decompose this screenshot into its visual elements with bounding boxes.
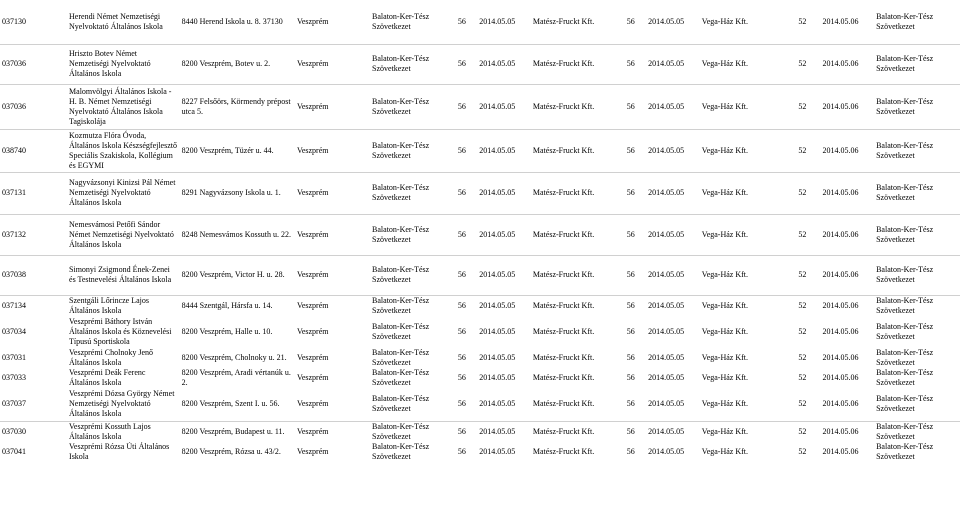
company-1-cell: Matész-Fruckt Kft. bbox=[532, 447, 595, 456]
date-3-cell: 2014.05.06 bbox=[822, 301, 859, 311]
school-name-cell: Kozmutza Flóra Óvoda, Általános Iskola Készségfejlesztő Speciális Szakiskola, Kollégium és EGYMI bbox=[69, 130, 177, 170]
school-name-cell: Veszprémi Deák Ferenc Általános Iskola bbox=[69, 368, 146, 387]
address-cell: 8200 Veszprém, Rózsa u. 43/2. bbox=[181, 447, 281, 456]
school-name-cell: Szentgáli Lőrincze Lajos Általános Iskola bbox=[69, 296, 149, 316]
qty-1-cell: 56 bbox=[457, 447, 466, 456]
cooperative-cell: Balaton-Ker-Tész Szövetkezet bbox=[372, 442, 430, 461]
cooperative-2-cell: Balaton-Ker-Tész Szövetkezet bbox=[876, 224, 934, 244]
cooperative-2-cell: Balaton-Ker-Tész Szövetkezet bbox=[876, 54, 934, 73]
table-row bbox=[0, 368, 960, 388]
cooperative-cell: Balaton-Ker-Tész Szövetkezet bbox=[372, 265, 430, 284]
date-2-cell: 2014.05.05 bbox=[648, 59, 685, 68]
qty-1-cell: 56 bbox=[457, 59, 466, 68]
school-name-cell: Veszprémi Kossuth Lajos Általános Iskola bbox=[69, 421, 151, 441]
date-2-cell: 2014.05.05 bbox=[648, 229, 685, 239]
om-id-cell: 037033 bbox=[2, 373, 26, 382]
qty-1-cell: 56 bbox=[457, 145, 466, 155]
date-1-cell: 2014.05.05 bbox=[479, 426, 516, 436]
date-1-cell: 2014.05.05 bbox=[479, 301, 516, 311]
qty-1-cell: 56 bbox=[457, 301, 466, 311]
city-cell: Veszprém bbox=[296, 16, 329, 26]
date-2-cell: 2014.05.05 bbox=[648, 399, 685, 409]
table-row bbox=[0, 172, 960, 214]
date-2-cell: 2014.05.05 bbox=[648, 16, 685, 26]
qty-1-cell: 56 bbox=[457, 270, 466, 279]
company-1-cell: Matész-Fruckt Kft. bbox=[532, 399, 595, 409]
company-1-cell: Matész-Fruckt Kft. bbox=[532, 188, 595, 197]
qty-3-cell: 52 bbox=[798, 145, 807, 155]
qty-3-cell: 52 bbox=[798, 188, 807, 197]
cooperative-2-cell: Balaton-Ker-Tész Szövetkezet bbox=[876, 140, 934, 160]
qty-1-cell: 56 bbox=[457, 188, 466, 197]
om-id-cell: 037130 bbox=[2, 16, 26, 26]
cooperative-2-cell: Balaton-Ker-Tész Szövetkezet bbox=[876, 347, 934, 367]
company-2-cell: Vega-Ház Kft. bbox=[701, 399, 748, 409]
school-name-cell: Nagyvázsonyi Kinizsi Pál Német Nemzetiségi Nyelvoktató Általános Iskola bbox=[69, 178, 176, 207]
cooperative-2-cell: Balaton-Ker-Tész Szövetkezet bbox=[876, 96, 934, 116]
date-3-cell: 2014.05.06 bbox=[822, 145, 859, 155]
company-1-cell: Matész-Fruckt Kft. bbox=[532, 327, 595, 336]
qty-2-cell: 56 bbox=[626, 59, 635, 68]
date-3-cell: 2014.05.06 bbox=[822, 327, 859, 336]
date-2-cell: 2014.05.05 bbox=[648, 101, 685, 111]
om-id-cell: 037034 bbox=[2, 327, 26, 336]
qty-2-cell: 56 bbox=[626, 145, 635, 155]
qty-2-cell: 56 bbox=[626, 327, 635, 336]
date-2-cell: 2014.05.05 bbox=[648, 426, 685, 436]
company-2-cell: Vega-Ház Kft. bbox=[701, 327, 748, 336]
address-cell: 8200 Veszprém, Tüzér u. 44. bbox=[181, 145, 274, 155]
date-3-cell: 2014.05.06 bbox=[822, 352, 859, 362]
table-row bbox=[0, 129, 960, 172]
cooperative-2-cell: Balaton-Ker-Tész Szövetkezet bbox=[876, 183, 934, 202]
date-3-cell: 2014.05.06 bbox=[822, 426, 859, 436]
qty-1-cell: 56 bbox=[457, 399, 466, 409]
qty-3-cell: 52 bbox=[798, 270, 807, 279]
company-2-cell: Vega-Ház Kft. bbox=[701, 426, 748, 436]
qty-3-cell: 52 bbox=[798, 16, 807, 26]
om-id-cell: 037134 bbox=[2, 301, 26, 311]
city-cell: Veszprém bbox=[296, 229, 329, 239]
qty-2-cell: 56 bbox=[626, 270, 635, 279]
school-name-cell: Hriszto Botev Német Nemzetiségi Nyelvoktató Általános Iskola bbox=[69, 49, 151, 78]
city-cell: Veszprém bbox=[296, 399, 329, 409]
company-2-cell: Vega-Ház Kft. bbox=[701, 301, 748, 311]
cooperative-cell: Balaton-Ker-Tész Szövetkezet bbox=[372, 96, 430, 116]
date-1-cell: 2014.05.05 bbox=[479, 101, 516, 111]
school-name-cell: Simonyi Zsigmond Ének-Zenei és Testnevelési Általános Iskola bbox=[69, 265, 172, 284]
table-row bbox=[0, 442, 960, 462]
address-cell: 8440 Herend Iskola u. 8. 37130 bbox=[181, 16, 283, 26]
cooperative-cell: Balaton-Ker-Tész Szövetkezet bbox=[372, 11, 430, 31]
company-1-cell: Matész-Fruckt Kft. bbox=[532, 426, 595, 436]
cooperative-cell: Balaton-Ker-Tész Szövetkezet bbox=[372, 140, 430, 160]
qty-3-cell: 52 bbox=[798, 426, 807, 436]
address-cell: 8200 Veszprém, Victor H. u. 28. bbox=[181, 270, 285, 279]
date-2-cell: 2014.05.05 bbox=[648, 327, 685, 336]
date-2-cell: 2014.05.05 bbox=[648, 352, 685, 362]
school-name-cell: Veszprémi Dózsa György Német Nemzetiségi Nyelvoktató Általános Iskola bbox=[69, 389, 175, 419]
qty-1-cell: 56 bbox=[457, 426, 466, 436]
om-id-cell: 038740 bbox=[2, 145, 26, 155]
date-2-cell: 2014.05.05 bbox=[648, 447, 685, 456]
cooperative-cell: Balaton-Ker-Tész Szövetkezet bbox=[372, 224, 430, 244]
qty-2-cell: 56 bbox=[626, 399, 635, 409]
company-1-cell: Matész-Fruckt Kft. bbox=[532, 229, 595, 239]
table-row bbox=[0, 317, 960, 347]
date-3-cell: 2014.05.06 bbox=[822, 373, 859, 382]
date-1-cell: 2014.05.05 bbox=[479, 373, 516, 382]
om-id-cell: 037036 bbox=[2, 101, 26, 111]
qty-3-cell: 52 bbox=[798, 101, 807, 111]
company-2-cell: Vega-Ház Kft. bbox=[701, 16, 748, 26]
date-2-cell: 2014.05.05 bbox=[648, 301, 685, 311]
date-3-cell: 2014.05.06 bbox=[822, 447, 859, 456]
address-cell: 8227 Felsőörs, Körmendy prépost utca 5. bbox=[181, 96, 291, 116]
address-cell: 8444 Szentgál, Hársfa u. 14. bbox=[181, 301, 273, 311]
table-row bbox=[0, 388, 960, 421]
city-cell: Veszprém bbox=[296, 188, 329, 197]
company-2-cell: Vega-Ház Kft. bbox=[701, 447, 748, 456]
cooperative-cell: Balaton-Ker-Tész Szövetkezet bbox=[372, 421, 430, 441]
date-2-cell: 2014.05.05 bbox=[648, 145, 685, 155]
qty-3-cell: 52 bbox=[798, 447, 807, 456]
date-2-cell: 2014.05.05 bbox=[648, 373, 685, 382]
school-name-cell: Malomvölgyi Általános Iskola - H. B. Német Nemzetiségi Nyelvoktató Általános Iskola Tagiskolája bbox=[69, 86, 172, 126]
qty-2-cell: 56 bbox=[626, 188, 635, 197]
qty-3-cell: 52 bbox=[798, 301, 807, 311]
company-1-cell: Matész-Fruckt Kft. bbox=[532, 16, 595, 26]
company-2-cell: Vega-Ház Kft. bbox=[701, 229, 748, 239]
qty-2-cell: 56 bbox=[626, 301, 635, 311]
company-1-cell: Matész-Fruckt Kft. bbox=[532, 373, 595, 382]
date-1-cell: 2014.05.05 bbox=[479, 270, 516, 279]
school-name-cell: Veszprémi Cholnoky Jenő Általános Iskola bbox=[69, 347, 154, 367]
qty-1-cell: 56 bbox=[457, 101, 466, 111]
city-cell: Veszprém bbox=[296, 426, 329, 436]
date-3-cell: 2014.05.06 bbox=[822, 270, 859, 279]
qty-2-cell: 56 bbox=[626, 101, 635, 111]
qty-2-cell: 56 bbox=[626, 447, 635, 456]
date-2-cell: 2014.05.05 bbox=[648, 188, 685, 197]
cooperative-cell: Balaton-Ker-Tész Szövetkezet bbox=[372, 54, 430, 73]
company-1-cell: Matész-Fruckt Kft. bbox=[532, 101, 595, 111]
company-2-cell: Vega-Ház Kft. bbox=[701, 352, 748, 362]
table-row bbox=[0, 44, 960, 84]
company-1-cell: Matész-Fruckt Kft. bbox=[532, 352, 595, 362]
om-id-cell: 037038 bbox=[2, 270, 26, 279]
qty-2-cell: 56 bbox=[626, 426, 635, 436]
qty-2-cell: 56 bbox=[626, 352, 635, 362]
cooperative-2-cell: Balaton-Ker-Tész Szövetkezet bbox=[876, 322, 934, 341]
qty-3-cell: 52 bbox=[798, 59, 807, 68]
school-name-cell: Herendi Német Nemzetiségi Nyelvoktató Általános Iskola bbox=[69, 11, 163, 31]
om-id-cell: 037031 bbox=[2, 352, 26, 362]
company-1-cell: Matész-Fruckt Kft. bbox=[532, 301, 595, 311]
qty-2-cell: 56 bbox=[626, 229, 635, 239]
school-name-cell: Veszprémi Rózsa Úti Általános Iskola bbox=[69, 442, 170, 461]
table-row bbox=[0, 0, 960, 44]
cooperative-2-cell: Balaton-Ker-Tész Szövetkezet bbox=[876, 442, 934, 461]
cooperative-cell: Balaton-Ker-Tész Szövetkezet bbox=[372, 296, 430, 316]
qty-1-cell: 56 bbox=[457, 16, 466, 26]
qty-1-cell: 56 bbox=[457, 229, 466, 239]
qty-3-cell: 52 bbox=[798, 229, 807, 239]
company-2-cell: Vega-Ház Kft. bbox=[701, 101, 748, 111]
company-2-cell: Vega-Ház Kft. bbox=[701, 373, 748, 382]
date-3-cell: 2014.05.06 bbox=[822, 59, 859, 68]
cooperative-2-cell: Balaton-Ker-Tész Szövetkezet bbox=[876, 265, 934, 284]
date-2-cell: 2014.05.05 bbox=[648, 270, 685, 279]
date-3-cell: 2014.05.06 bbox=[822, 101, 859, 111]
city-cell: Veszprém bbox=[296, 145, 329, 155]
school-name-cell: Nemesvámosi Petőfi Sándor Német Nemzetiségi Nyelvoktató Általános Iskola bbox=[69, 219, 174, 249]
date-1-cell: 2014.05.05 bbox=[479, 16, 516, 26]
qty-3-cell: 52 bbox=[798, 399, 807, 409]
date-1-cell: 2014.05.05 bbox=[479, 447, 516, 456]
date-3-cell: 2014.05.06 bbox=[822, 399, 859, 409]
cooperative-2-cell: Balaton-Ker-Tész Szövetkezet bbox=[876, 11, 934, 31]
city-cell: Veszprém bbox=[296, 270, 329, 279]
company-1-cell: Matész-Fruckt Kft. bbox=[532, 145, 595, 155]
date-1-cell: 2014.05.05 bbox=[479, 145, 516, 155]
qty-3-cell: 52 bbox=[798, 373, 807, 382]
cooperative-cell: Balaton-Ker-Tész Szövetkezet bbox=[372, 394, 430, 414]
om-id-cell: 037036 bbox=[2, 59, 26, 68]
address-cell: 8200 Veszprém, Cholnoky u. 21. bbox=[181, 352, 287, 362]
table-row bbox=[0, 347, 960, 368]
date-1-cell: 2014.05.05 bbox=[479, 399, 516, 409]
om-id-cell: 037041 bbox=[2, 447, 26, 456]
date-1-cell: 2014.05.05 bbox=[479, 188, 516, 197]
date-3-cell: 2014.05.06 bbox=[822, 229, 859, 239]
company-2-cell: Vega-Ház Kft. bbox=[701, 188, 748, 197]
address-cell: 8248 Nemesvámos Kossuth u. 22. bbox=[181, 229, 291, 239]
date-1-cell: 2014.05.05 bbox=[479, 59, 516, 68]
om-id-cell: 037132 bbox=[2, 229, 26, 239]
om-id-cell: 037030 bbox=[2, 426, 26, 436]
cooperative-cell: Balaton-Ker-Tész Szövetkezet bbox=[372, 347, 430, 367]
city-cell: Veszprém bbox=[296, 352, 329, 362]
qty-1-cell: 56 bbox=[457, 327, 466, 336]
address-cell: 8200 Veszprém, Szent I. u. 56. bbox=[181, 399, 280, 409]
cooperative-cell: Balaton-Ker-Tész Szövetkezet bbox=[372, 368, 430, 387]
qty-1-cell: 56 bbox=[457, 373, 466, 382]
address-cell: 8291 Nagyvázsony Iskola u. 1. bbox=[181, 188, 281, 197]
table-row bbox=[0, 255, 960, 295]
company-2-cell: Vega-Ház Kft. bbox=[701, 270, 748, 279]
date-3-cell: 2014.05.06 bbox=[822, 188, 859, 197]
city-cell: Veszprém bbox=[296, 373, 329, 382]
city-cell: Veszprém bbox=[296, 327, 329, 336]
table-row bbox=[0, 84, 960, 129]
city-cell: Veszprém bbox=[296, 301, 329, 311]
city-cell: Veszprém bbox=[296, 59, 329, 68]
qty-3-cell: 52 bbox=[798, 352, 807, 362]
company-1-cell: Matész-Fruckt Kft. bbox=[532, 59, 595, 68]
company-2-cell: Vega-Ház Kft. bbox=[701, 59, 748, 68]
city-cell: Veszprém bbox=[296, 101, 329, 111]
qty-2-cell: 56 bbox=[626, 16, 635, 26]
cooperative-2-cell: Balaton-Ker-Tész Szövetkezet bbox=[876, 421, 934, 441]
school-name-cell: Veszprémi Báthory István Általános Iskola és Köznevelési Típusú Sportiskola bbox=[69, 317, 172, 346]
address-cell: 8200 Veszprém, Halle u. 10. bbox=[181, 327, 273, 336]
date-1-cell: 2014.05.05 bbox=[479, 229, 516, 239]
qty-3-cell: 52 bbox=[798, 327, 807, 336]
cooperative-cell: Balaton-Ker-Tész Szövetkezet bbox=[372, 322, 430, 341]
date-1-cell: 2014.05.05 bbox=[479, 352, 516, 362]
table-row bbox=[0, 214, 960, 255]
cooperative-cell: Balaton-Ker-Tész Szövetkezet bbox=[372, 183, 430, 202]
address-cell: 8200 Veszprém, Aradi vértanúk u. 2. bbox=[181, 368, 291, 387]
table-row bbox=[0, 421, 960, 442]
city-cell: Veszprém bbox=[296, 447, 329, 456]
qty-1-cell: 56 bbox=[457, 352, 466, 362]
cooperative-2-cell: Balaton-Ker-Tész Szövetkezet bbox=[876, 368, 934, 387]
om-id-cell: 037131 bbox=[2, 188, 26, 197]
company-2-cell: Vega-Ház Kft. bbox=[701, 145, 748, 155]
cooperative-2-cell: Balaton-Ker-Tész Szövetkezet bbox=[876, 394, 934, 414]
qty-2-cell: 56 bbox=[626, 373, 635, 382]
date-3-cell: 2014.05.06 bbox=[822, 16, 859, 26]
address-cell: 8200 Veszprém, Botev u. 2. bbox=[181, 59, 271, 68]
table-row bbox=[0, 295, 960, 317]
cooperative-2-cell: Balaton-Ker-Tész Szövetkezet bbox=[876, 296, 934, 316]
date-1-cell: 2014.05.05 bbox=[479, 327, 516, 336]
om-id-cell: 037037 bbox=[2, 399, 26, 409]
company-1-cell: Matész-Fruckt Kft. bbox=[532, 270, 595, 279]
address-cell: 8200 Veszprém, Budapest u. 11. bbox=[181, 426, 285, 436]
